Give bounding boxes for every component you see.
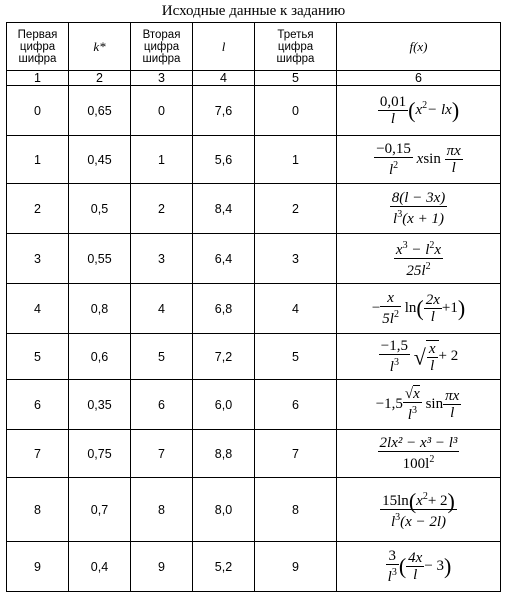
third-digit-cell: 7 bbox=[255, 430, 337, 478]
third-digit-cell: 4 bbox=[255, 284, 337, 334]
l-cell: 6,4 bbox=[193, 234, 255, 284]
first-digit-cell: 0 bbox=[7, 86, 69, 136]
formula-cell: $\frac{-1,5}{l^3}$ √ $\frac{x}{l}$ + 2 bbox=[337, 334, 501, 380]
third-digit-cell: 6 bbox=[255, 380, 337, 430]
first-digit-cell: 9 bbox=[7, 542, 69, 592]
k-cell: 0,55 bbox=[69, 234, 131, 284]
third-digit-cell: 8 bbox=[255, 478, 337, 542]
first-digit-cell: 5 bbox=[7, 334, 69, 380]
table-row bbox=[7, 136, 501, 184]
l-cell: 7,6 bbox=[193, 86, 255, 136]
k-cell: 0,45 bbox=[69, 136, 131, 184]
header-fx: f(x) bbox=[337, 23, 501, 71]
k-cell: 0,75 bbox=[69, 430, 131, 478]
l-cell: 8,0 bbox=[193, 478, 255, 542]
table-row bbox=[7, 430, 501, 478]
header-row bbox=[7, 23, 501, 71]
formula-cell: $\frac{0,01}{l}$ $(x^2- lx)$ bbox=[337, 86, 501, 136]
first-digit-cell: 8 bbox=[7, 478, 69, 542]
second-digit-cell: 5 bbox=[131, 334, 193, 380]
third-digit-cell: 0 bbox=[255, 86, 337, 136]
l-cell: 6,0 bbox=[193, 380, 255, 430]
l-cell: 5,2 bbox=[193, 542, 255, 592]
column-number-row bbox=[7, 71, 501, 86]
k-cell: 0,8 bbox=[69, 284, 131, 334]
third-digit-cell: 5 bbox=[255, 334, 337, 380]
l-cell: 8,4 bbox=[193, 184, 255, 234]
l-cell: 7,2 bbox=[193, 334, 255, 380]
second-digit-cell: 8 bbox=[131, 478, 193, 542]
k-cell: 0,35 bbox=[69, 380, 131, 430]
col-number: 6 bbox=[337, 71, 501, 86]
header-third-digit: Третья цифра шифра bbox=[255, 23, 337, 71]
col-number: 1 bbox=[7, 71, 69, 86]
table-row bbox=[7, 234, 501, 284]
l-cell: 6,8 bbox=[193, 284, 255, 334]
formula-cell: − $\frac{x}{5l^2}$ ln( $\frac{2x}{l}$ +1) bbox=[337, 284, 501, 334]
k-cell: 0,5 bbox=[69, 184, 131, 234]
third-digit-cell: 3 bbox=[255, 234, 337, 284]
data-table bbox=[6, 22, 501, 592]
header-first-digit: Первая цифра шифра bbox=[7, 23, 69, 71]
table-row bbox=[7, 334, 501, 380]
col-number: 2 bbox=[69, 71, 131, 86]
k-cell: 0,6 bbox=[69, 334, 131, 380]
first-digit-cell: 3 bbox=[7, 234, 69, 284]
header-l: l bbox=[193, 23, 255, 71]
formula-cell: $\frac{3}{l^3}$ ( $\frac{4x}{l}$ − 3) bbox=[337, 542, 501, 592]
table-row bbox=[7, 478, 501, 542]
formula-cell: $\frac{-0,15}{l^2}$ xsin $\frac{\pi x}{l}$ bbox=[337, 136, 501, 184]
k-cell: 0,7 bbox=[69, 478, 131, 542]
second-digit-cell: 1 bbox=[131, 136, 193, 184]
formula-cell: −1,5 $\frac{√x}{l^3}$ sin $\frac{\pi x}{l}$ bbox=[337, 380, 501, 430]
l-cell: 5,6 bbox=[193, 136, 255, 184]
second-digit-cell: 0 bbox=[131, 86, 193, 136]
second-digit-cell: 2 bbox=[131, 184, 193, 234]
formula-cell: $\frac{\text{2lx² − x³ − l³}}{100l^2}$ bbox=[337, 430, 501, 478]
first-digit-cell: 7 bbox=[7, 430, 69, 478]
page-title: Исходные данные к заданию bbox=[161, 3, 346, 19]
first-digit-cell: 6 bbox=[7, 380, 69, 430]
k-cell: 0,65 bbox=[69, 86, 131, 136]
table-row bbox=[7, 380, 501, 430]
header-second-digit: Вторая цифра шифра bbox=[131, 23, 193, 71]
table-row bbox=[7, 284, 501, 334]
formula-cell: $\frac{15\ln(x^2+ 2)}{l^3(x - 2l)}$ bbox=[337, 478, 501, 542]
second-digit-cell: 4 bbox=[131, 284, 193, 334]
table-row bbox=[7, 86, 501, 136]
second-digit-cell: 7 bbox=[131, 430, 193, 478]
formula-cell: $\frac{x^3 - l^2x}{25l^2}$ bbox=[337, 234, 501, 284]
l-cell: 8,8 bbox=[193, 430, 255, 478]
third-digit-cell: 1 bbox=[255, 136, 337, 184]
second-digit-cell: 9 bbox=[131, 542, 193, 592]
col-number: 4 bbox=[193, 71, 255, 86]
third-digit-cell: 2 bbox=[255, 184, 337, 234]
second-digit-cell: 6 bbox=[131, 380, 193, 430]
table-row bbox=[7, 542, 501, 592]
first-digit-cell: 2 bbox=[7, 184, 69, 234]
first-digit-cell: 4 bbox=[7, 284, 69, 334]
table-row bbox=[7, 184, 501, 234]
third-digit-cell: 9 bbox=[255, 542, 337, 592]
col-number: 5 bbox=[255, 71, 337, 86]
header-k: k* bbox=[69, 23, 131, 71]
first-digit-cell: 1 bbox=[7, 136, 69, 184]
k-cell: 0,4 bbox=[69, 542, 131, 592]
second-digit-cell: 3 bbox=[131, 234, 193, 284]
formula-cell: $\frac{8(l - 3x)}{l^3(x + 1)}$ bbox=[337, 184, 501, 234]
col-number: 3 bbox=[131, 71, 193, 86]
